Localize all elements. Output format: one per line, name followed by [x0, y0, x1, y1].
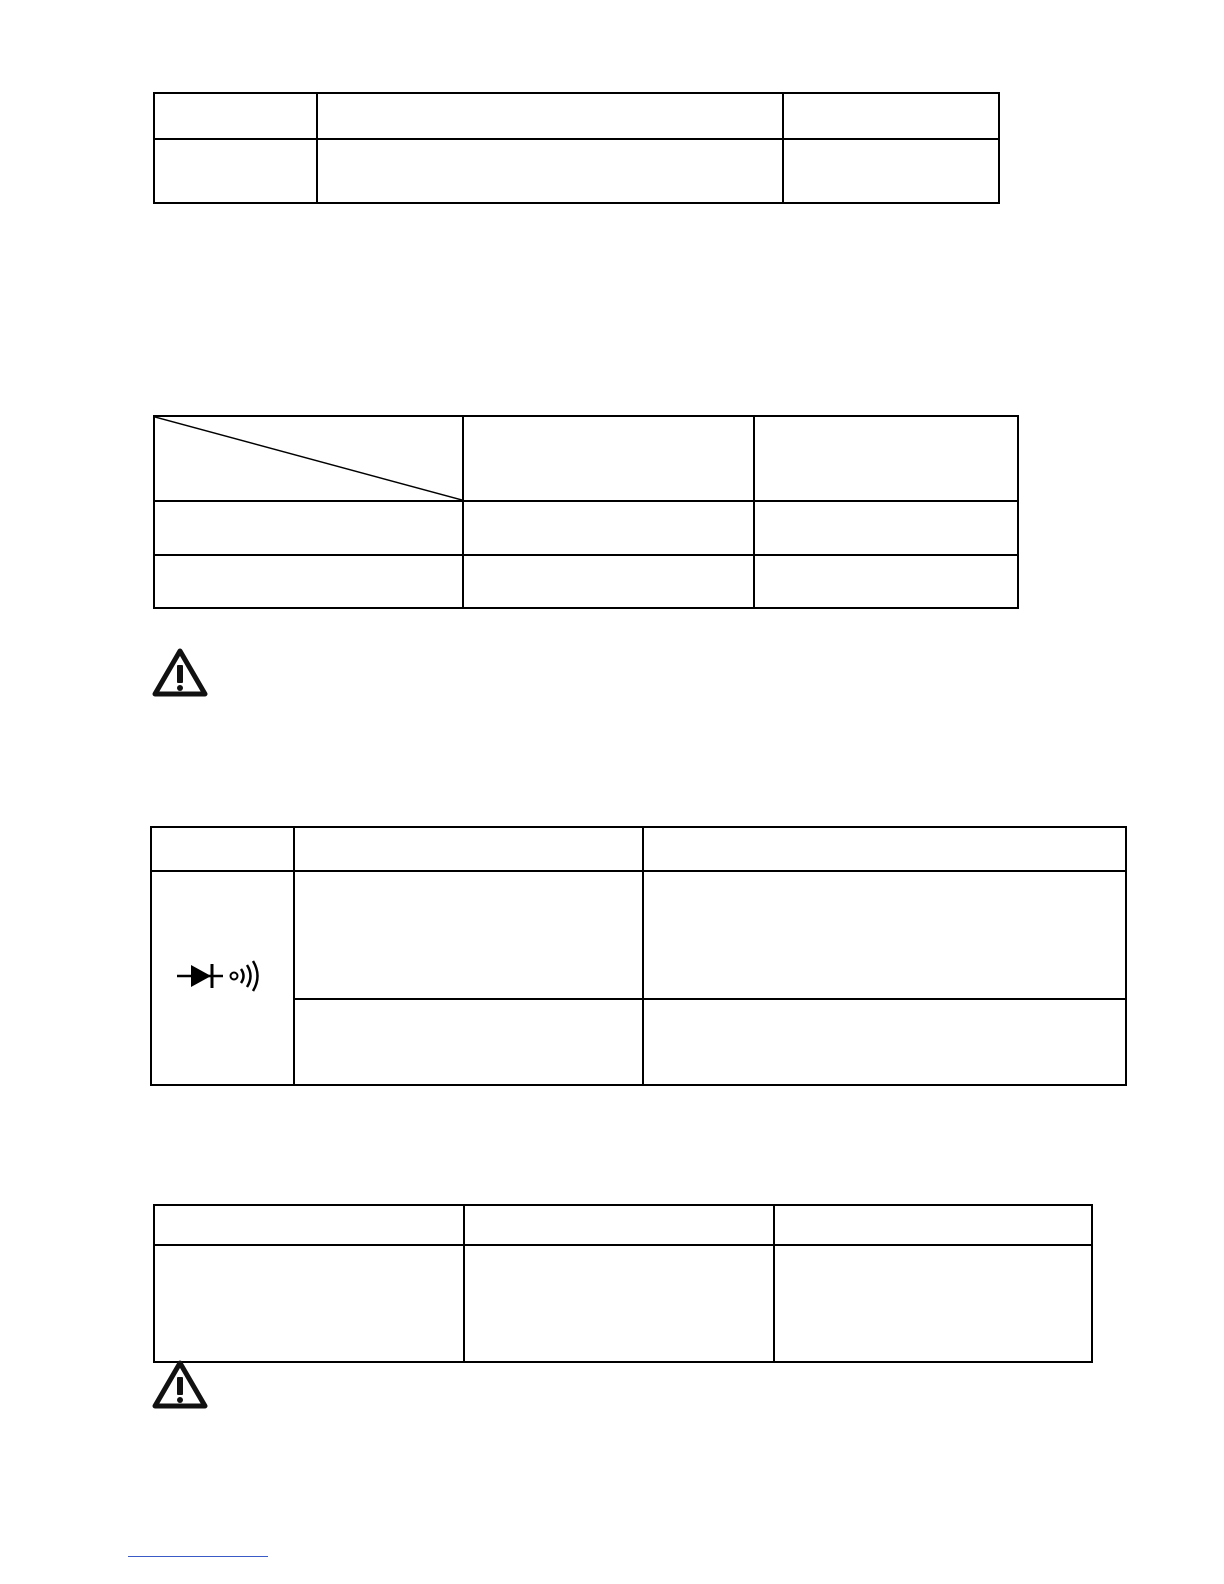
spec-table-3 [150, 826, 1127, 1086]
table-cell [154, 501, 463, 555]
table-cell [783, 93, 999, 139]
diagonal-line [155, 417, 462, 500]
table-cell [774, 1245, 1092, 1362]
table-row [151, 827, 1126, 871]
table-cell [151, 827, 294, 871]
diode-continuity-icon [175, 959, 271, 993]
table-cell [754, 555, 1018, 608]
table-row [154, 93, 999, 139]
warning-triangle-icon [152, 648, 208, 698]
diagonal-header-cell [154, 416, 463, 501]
table-cell [154, 1245, 464, 1362]
spec-table-2 [153, 415, 1019, 609]
table-row [154, 139, 999, 203]
table-cell [154, 139, 317, 203]
table-cell [317, 139, 783, 203]
table-cell [754, 416, 1018, 501]
warning-triangle-icon [152, 1360, 208, 1410]
table-cell [154, 555, 463, 608]
table-row [154, 1245, 1092, 1362]
table-cell [754, 501, 1018, 555]
table-row [151, 871, 1126, 999]
table-cell [643, 871, 1126, 999]
table-cell [783, 139, 999, 203]
table-cell [317, 93, 783, 139]
table-cell [774, 1205, 1092, 1245]
table-cell [294, 827, 643, 871]
footnote-separator [128, 1556, 268, 1557]
table-cell [463, 416, 754, 501]
table-cell [154, 1205, 464, 1245]
table-row [154, 501, 1018, 555]
table-cell [154, 93, 317, 139]
table-cell [294, 999, 643, 1085]
table-row [154, 1205, 1092, 1245]
table-cell [643, 999, 1126, 1085]
table-cell [464, 1245, 774, 1362]
spec-table-1 [153, 92, 1000, 204]
function-symbol-cell [151, 871, 294, 1085]
table-row [154, 555, 1018, 608]
table-cell [294, 871, 643, 999]
table-cell [463, 501, 754, 555]
table-row [154, 416, 1018, 501]
spec-table-4 [153, 1204, 1093, 1363]
table-cell [643, 827, 1126, 871]
table-cell [463, 555, 754, 608]
table-row [151, 999, 1126, 1085]
table-cell [464, 1205, 774, 1245]
